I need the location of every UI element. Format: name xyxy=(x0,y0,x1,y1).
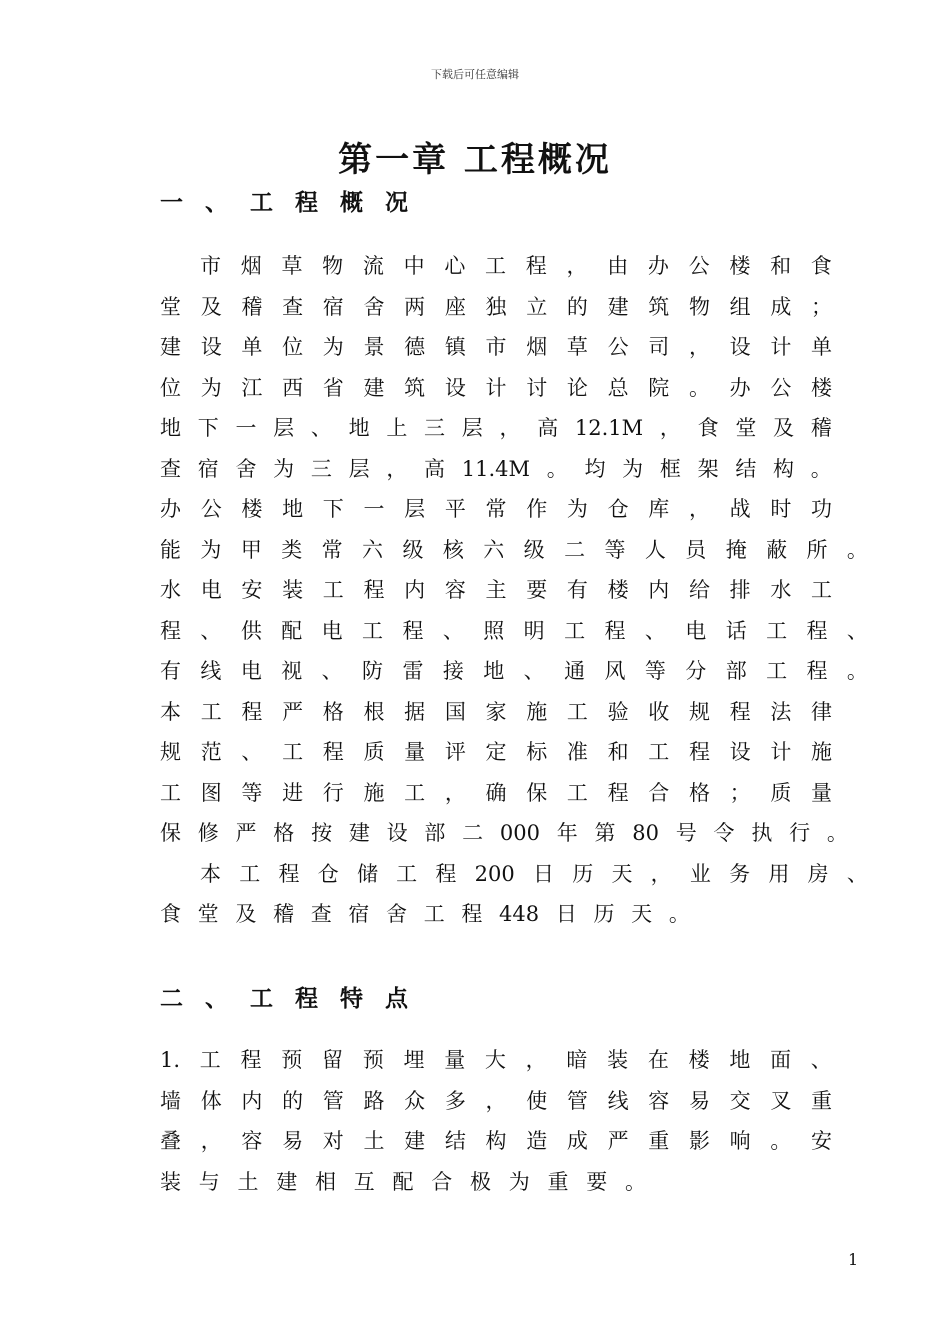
section-1-line: 规 范 、 工 程 质 量 评 定 标 准 和 工 程 设 计 施 xyxy=(160,740,832,764)
section-1-line: 保 修 严 格 按 建 设 部 二 000 年 第 80 号 令 执 行 。 xyxy=(160,821,848,845)
section-2-line: 叠 ， 容 易 对 土 建 结 构 造 成 严 重 影 响 。 安 xyxy=(160,1129,832,1153)
section-heading-1: 一 、 工 程 概 况 xyxy=(160,190,408,216)
section-1-line: 本 工 程 严 格 根 据 国 家 施 工 验 收 规 程 法 律 xyxy=(160,699,832,724)
section-1-line: 本 工 程 仓 储 工 程 200 日 历 天 ， 业 务 用 房 、 xyxy=(200,861,868,886)
section-1-line: 工 图 等 进 行 施 工 ， 确 保 工 程 合 格 ； 质 量 xyxy=(160,780,832,805)
section-2-line: 墙 体 内 的 管 路 众 多 ， 使 管 线 容 易 交 叉 重 xyxy=(160,1088,832,1113)
section-2-line: 装 与 土 建 相 互 配 合 极 为 重 要 。 xyxy=(160,1169,646,1194)
section-1-line: 办 公 楼 地 下 一 层 平 常 作 为 仓 库 ， 战 时 功 xyxy=(160,497,832,521)
page-number: 1 xyxy=(848,1250,859,1269)
section-1-line: 有 线 电 视 、 防 雷 接 地 、 通 风 等 分 部 工 程 。 xyxy=(160,659,868,683)
section-1-line: 堂 及 稽 查 宿 舍 两 座 独 立 的 建 筑 物 组 成 ； xyxy=(160,294,832,319)
section-1-line: 市 烟 草 物 流 中 心 工 程 ， 由 办 公 楼 和 食 xyxy=(200,254,832,278)
section-1-line: 能 为 甲 类 常 六 级 核 六 级 二 等 人 员 掩 蔽 所 。 xyxy=(160,537,868,562)
section-2-line: 1. 工 程 预 留 预 埋 量 大 ， 暗 装 在 楼 地 面 、 xyxy=(160,1048,832,1072)
section-1-line: 建 设 单 位 为 景 德 镇 市 烟 草 公 司 ， 设 计 单 xyxy=(160,335,832,359)
section-1-line: 地 下 一 层 、 地 上 三 层 ， 高 12.1M ， 食 堂 及 稽 xyxy=(160,416,832,440)
section-1-line: 位 为 江 西 省 建 筑 设 计 讨 论 总 院 。 办 公 楼 xyxy=(160,375,832,400)
section-1-line: 食 堂 及 稽 查 宿 舍 工 程 448 日 历 天 。 xyxy=(160,902,690,926)
section-1-line: 程 、 供 配 电 工 程 、 照 明 工 程 、 电 话 工 程 、 xyxy=(160,618,868,643)
header-note: 下载后可任意编辑 xyxy=(431,68,519,81)
chapter-title: 第一章 工程概况 xyxy=(338,140,612,180)
section-heading-2: 二 、 工 程 特 点 xyxy=(160,986,408,1012)
section-1-line: 水 电 安 装 工 程 内 容 主 要 有 楼 内 给 排 水 工 xyxy=(160,578,832,602)
section-1-line: 查 宿 舍 为 三 层 ， 高 11.4M 。 均 为 框 架 结 构 。 xyxy=(160,456,832,481)
